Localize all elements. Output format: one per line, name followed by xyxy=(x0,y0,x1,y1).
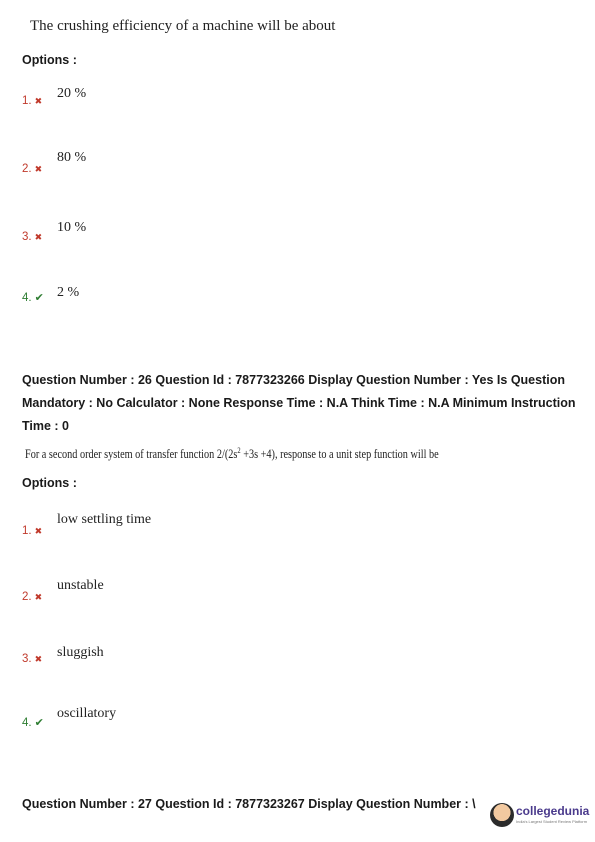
option-number: 4. ✔ xyxy=(22,717,44,729)
check-icon: ✔ xyxy=(34,292,44,304)
option-number: 4. ✔ xyxy=(22,292,44,304)
wrong-icon: ✖ xyxy=(34,96,43,106)
option-text: 80 % xyxy=(57,150,87,165)
option-number: 3. ✖ xyxy=(22,653,43,665)
option-number: 2. ✖ xyxy=(22,591,43,603)
question-meta: Question Number : 26 Question Id : 7877323266 Display Question Number : Yes Is Question Mandatory : No Calculator : None Response Time : N.A Think Time : N.A Minimum Instruction Time : 0 xyxy=(22,373,576,433)
option-text: low settling time xyxy=(57,512,152,527)
question-meta: Question Number : 27 Question Id : 7877323267 Display Question Number : \ xyxy=(22,797,476,811)
option-number: 3. ✖ xyxy=(22,231,43,243)
mascot-icon xyxy=(490,803,514,827)
option-number: 2. ✖ xyxy=(22,163,43,175)
wrong-icon: ✖ xyxy=(34,592,43,602)
logo-tagline: India's Largest Student Review Platform xyxy=(516,819,588,824)
option-number: 1. ✖ xyxy=(22,525,43,537)
question-text: The crushing efficiency of a machine will be about xyxy=(30,18,336,34)
wrong-icon: ✖ xyxy=(34,526,43,536)
option-text: sluggish xyxy=(57,645,104,660)
option-text: 20 % xyxy=(57,86,87,101)
check-icon: ✔ xyxy=(34,717,44,729)
options-label: Options : xyxy=(22,53,77,67)
options-label: Options : xyxy=(22,476,77,490)
wrong-icon: ✖ xyxy=(34,232,43,242)
option-number: 1. ✖ xyxy=(22,95,43,107)
wrong-icon: ✖ xyxy=(34,164,43,174)
option-text: unstable xyxy=(57,578,104,593)
wrong-icon: ✖ xyxy=(34,654,43,664)
logo: collegedunia xyxy=(516,804,590,818)
question-text: For a second order system of transfer function $2/(2s^2 +3s +4)$, response to a unit step function will be xyxy=(25,446,439,462)
option-text: 2 % xyxy=(57,285,80,300)
option-text: oscillatory xyxy=(57,706,117,721)
option-text: 10 % xyxy=(57,220,87,235)
